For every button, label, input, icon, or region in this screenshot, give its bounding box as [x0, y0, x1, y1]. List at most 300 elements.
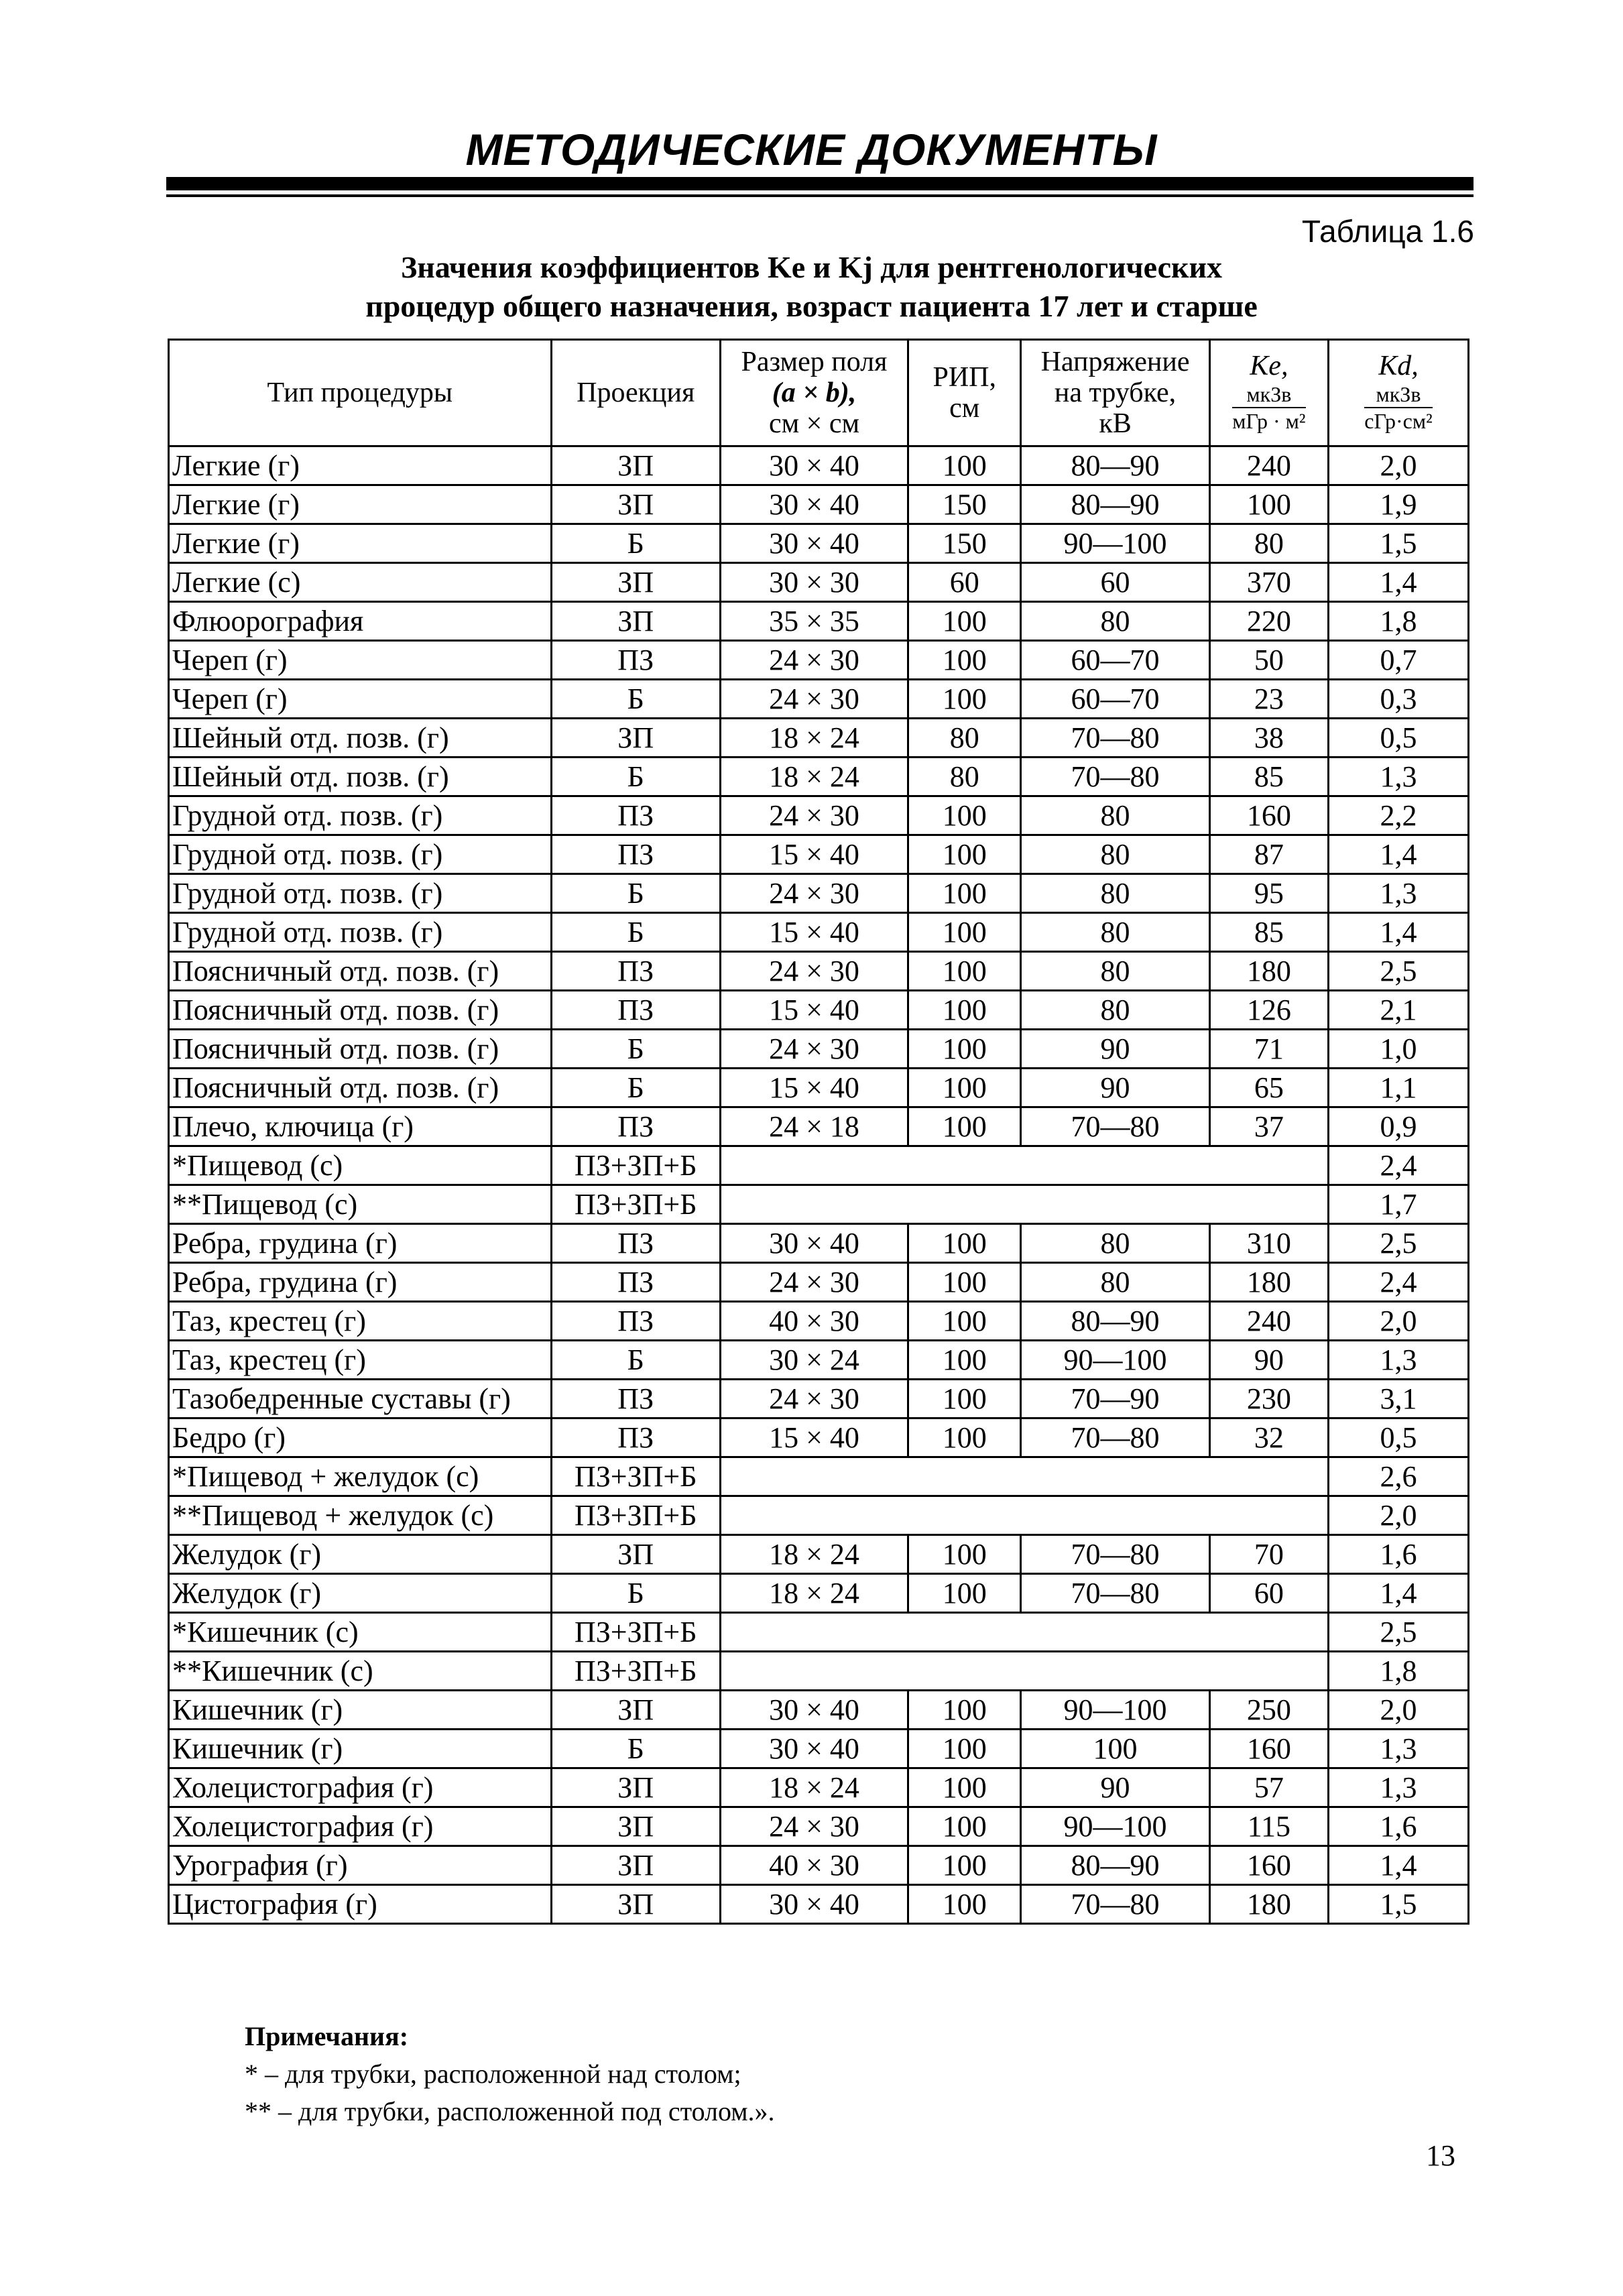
cell-field-size: 15 × 40 [720, 1418, 908, 1457]
cell-field-size: 18 × 24 [720, 719, 908, 758]
cell-rip: 150 [908, 524, 1021, 563]
cell-procedure-type: Череп (г) [169, 641, 552, 680]
table-row [169, 641, 1469, 680]
cell-kd: 1,6 [1328, 1807, 1468, 1846]
col-header-projection: Проекция [551, 340, 720, 446]
cell-ke: 126 [1209, 991, 1328, 1030]
table-row [169, 602, 1469, 641]
table-row [169, 796, 1469, 835]
cell-voltage: 60—70 [1021, 641, 1210, 680]
cell-voltage: 80—90 [1021, 1846, 1210, 1885]
cell-merged-empty [720, 1652, 1328, 1691]
cell-procedure-type: Поясничный отд. позв. (г) [169, 1030, 552, 1069]
table-row [169, 1069, 1469, 1107]
cell-rip: 100 [908, 1574, 1021, 1613]
cell-rip: 100 [908, 1418, 1021, 1457]
cell-rip: 100 [908, 796, 1021, 835]
cell-field-size: 24 × 18 [720, 1107, 908, 1146]
cell-projection: ЗП [551, 602, 720, 641]
cell-field-size: 24 × 30 [720, 680, 908, 719]
cell-field-size: 30 × 40 [720, 524, 908, 563]
cell-kd: 1,3 [1328, 1341, 1468, 1380]
cell-kd: 1,3 [1328, 874, 1468, 913]
cell-projection: ПЗ [551, 1302, 720, 1341]
cell-rip: 100 [908, 680, 1021, 719]
cell-rip: 100 [908, 1107, 1021, 1146]
cell-projection: ПЗ+ЗП+Б [551, 1652, 720, 1691]
cell-projection: ПЗ [551, 991, 720, 1030]
cell-field-size: 35 × 35 [720, 602, 908, 641]
header-rule-thin [166, 194, 1474, 197]
cell-ke: 180 [1209, 1885, 1328, 1924]
cell-field-size: 24 × 30 [720, 641, 908, 680]
cell-ke: 95 [1209, 874, 1328, 913]
cell-voltage: 80 [1021, 796, 1210, 835]
cell-field-size: 30 × 24 [720, 1341, 908, 1380]
cell-procedure-type: Поясничный отд. позв. (г) [169, 1069, 552, 1107]
col-header-field: Размер поля (a × b), см × см [720, 340, 908, 446]
cell-kd: 1,4 [1328, 1574, 1468, 1613]
cell-kd: 1,5 [1328, 524, 1468, 563]
col-header-kd: Kd, $\frac{\text{мкЗв}}{\text{сГр·см²}}$ [1328, 340, 1468, 446]
cell-ke: 57 [1209, 1768, 1328, 1807]
cell-field-size: 15 × 40 [720, 835, 908, 874]
table-row [169, 1691, 1469, 1730]
cell-voltage: 80 [1021, 874, 1210, 913]
cell-voltage: 70—80 [1021, 1885, 1210, 1924]
cell-ke: 310 [1209, 1224, 1328, 1263]
caption-line-1: Значения коэффициентов Ke и Kj для рентгенологических [400, 250, 1223, 284]
cell-projection: ЗП [551, 1846, 720, 1885]
cell-projection: ЗП [551, 563, 720, 602]
cell-projection: ПЗ+ЗП+Б [551, 1613, 720, 1652]
cell-projection: Б [551, 680, 720, 719]
cell-rip: 100 [908, 1885, 1021, 1924]
table-row [169, 1380, 1469, 1418]
cell-procedure-type: Легкие (с) [169, 563, 552, 602]
cell-procedure-type: Таз, крестец (г) [169, 1302, 552, 1341]
table-row [169, 524, 1469, 563]
cell-ke: 230 [1209, 1380, 1328, 1418]
cell-voltage: 90 [1021, 1069, 1210, 1107]
cell-field-size: 30 × 40 [720, 1885, 908, 1924]
note-double-asterisk: ** – для трубки, расположенной под столом.». [245, 2096, 775, 2126]
cell-kd: 2,1 [1328, 991, 1468, 1030]
cell-voltage: 70—80 [1021, 1418, 1210, 1457]
cell-rip: 100 [908, 1341, 1021, 1380]
table-row [169, 835, 1469, 874]
table-row [169, 1418, 1469, 1457]
cell-projection: ПЗ+ЗП+Б [551, 1146, 720, 1185]
cell-procedure-type: Грудной отд. позв. (г) [169, 913, 552, 952]
cell-field-size: 30 × 40 [720, 1730, 908, 1768]
cell-voltage: 90—100 [1021, 1807, 1210, 1846]
cell-rip: 100 [908, 874, 1021, 913]
cell-field-size: 18 × 24 [720, 1574, 908, 1613]
cell-voltage: 70—90 [1021, 1380, 1210, 1418]
cell-field-size: 18 × 24 [720, 1535, 908, 1574]
cell-procedure-type: Поясничный отд. позв. (г) [169, 952, 552, 991]
cell-voltage: 100 [1021, 1730, 1210, 1768]
table-number: Таблица 1.6 [1301, 214, 1474, 249]
cell-ke: 65 [1209, 1069, 1328, 1107]
cell-rip: 100 [908, 1069, 1021, 1107]
cell-projection: ПЗ [551, 1107, 720, 1146]
running-header: МЕТОДИЧЕСКИЕ ДОКУМЕНТЫ [465, 125, 1158, 174]
cell-procedure-type: Кишечник (г) [169, 1730, 552, 1768]
cell-ke: 180 [1209, 1263, 1328, 1302]
cell-procedure-type: Ребра, грудина (г) [169, 1263, 552, 1302]
cell-rip: 100 [908, 641, 1021, 680]
cell-voltage: 80 [1021, 835, 1210, 874]
cell-projection: ПЗ [551, 835, 720, 874]
table-row [169, 563, 1469, 602]
cell-kd: 2,5 [1328, 952, 1468, 991]
cell-procedure-type: Легкие (г) [169, 446, 552, 485]
cell-rip: 100 [908, 1263, 1021, 1302]
cell-rip: 80 [908, 758, 1021, 796]
cell-rip: 100 [908, 913, 1021, 952]
cell-projection: ЗП [551, 485, 720, 524]
cell-merged-empty [720, 1146, 1328, 1185]
table-row [169, 874, 1469, 913]
cell-rip: 100 [908, 1302, 1021, 1341]
notes [245, 2018, 775, 2130]
cell-ke: 240 [1209, 1302, 1328, 1341]
cell-field-size: 24 × 30 [720, 952, 908, 991]
cell-field-size: 40 × 30 [720, 1302, 908, 1341]
cell-voltage: 90—100 [1021, 1691, 1210, 1730]
cell-merged-empty [720, 1496, 1328, 1535]
table-row [169, 1652, 1469, 1691]
cell-ke: 220 [1209, 602, 1328, 641]
cell-projection: ПЗ [551, 1380, 720, 1418]
table-row [169, 1302, 1469, 1341]
cell-procedure-type: Поясничный отд. позв. (г) [169, 991, 552, 1030]
cell-rip: 150 [908, 485, 1021, 524]
cell-field-size: 30 × 40 [720, 446, 908, 485]
cell-ke: 160 [1209, 1730, 1328, 1768]
cell-voltage: 80 [1021, 913, 1210, 952]
table-row [169, 991, 1469, 1030]
cell-voltage: 70—80 [1021, 1107, 1210, 1146]
cell-rip: 100 [908, 602, 1021, 641]
table-row [169, 1146, 1469, 1185]
cell-projection: Б [551, 1730, 720, 1768]
cell-projection: ЗП [551, 1691, 720, 1730]
cell-field-size: 30 × 40 [720, 485, 908, 524]
table-row [169, 1263, 1469, 1302]
cell-field-size: 18 × 24 [720, 1768, 908, 1807]
table-row [169, 1341, 1469, 1380]
cell-procedure-type: Цистография (г) [169, 1885, 552, 1924]
table-row [169, 1030, 1469, 1069]
cell-rip: 100 [908, 446, 1021, 485]
cell-kd: 2,0 [1328, 1691, 1468, 1730]
note-single-asterisk: * – для трубки, расположенной над столом; [245, 2059, 741, 2089]
cell-projection: ЗП [551, 1807, 720, 1846]
cell-procedure-type: Легкие (г) [169, 524, 552, 563]
cell-voltage: 70—80 [1021, 1535, 1210, 1574]
cell-voltage: 60 [1021, 563, 1210, 602]
table-row [169, 1613, 1469, 1652]
cell-ke: 23 [1209, 680, 1328, 719]
cell-kd: 3,1 [1328, 1380, 1468, 1418]
cell-voltage: 80—90 [1021, 446, 1210, 485]
cell-kd: 2,4 [1328, 1263, 1468, 1302]
cell-projection: ПЗ [551, 1263, 720, 1302]
cell-kd: 2,0 [1328, 1496, 1468, 1535]
cell-procedure-type: Кишечник (г) [169, 1691, 552, 1730]
cell-kd: 1,4 [1328, 563, 1468, 602]
cell-field-size: 15 × 40 [720, 991, 908, 1030]
cell-projection: ПЗ [551, 641, 720, 680]
cell-kd: 1,9 [1328, 485, 1468, 524]
cell-projection: Б [551, 1030, 720, 1069]
cell-projection: Б [551, 1574, 720, 1613]
cell-voltage: 70—80 [1021, 758, 1210, 796]
cell-ke: 100 [1209, 485, 1328, 524]
cell-projection: ПЗ+ЗП+Б [551, 1496, 720, 1535]
cell-field-size: 15 × 40 [720, 1069, 908, 1107]
cell-kd: 2,0 [1328, 1302, 1468, 1341]
cell-projection: Б [551, 524, 720, 563]
cell-projection: ЗП [551, 446, 720, 485]
cell-kd: 1,8 [1328, 1652, 1468, 1691]
table-row [169, 1457, 1469, 1496]
cell-kd: 0,5 [1328, 719, 1468, 758]
cell-merged-empty [720, 1613, 1328, 1652]
table-row [169, 446, 1469, 485]
cell-kd: 1,4 [1328, 835, 1468, 874]
cell-kd: 2,5 [1328, 1613, 1468, 1652]
cell-rip: 60 [908, 563, 1021, 602]
table-row [169, 485, 1469, 524]
cell-voltage: 80—90 [1021, 485, 1210, 524]
cell-voltage: 70—80 [1021, 1574, 1210, 1613]
cell-rip: 100 [908, 1768, 1021, 1807]
table-row [169, 1574, 1469, 1613]
cell-projection: ЗП [551, 1535, 720, 1574]
coefficients-table [168, 339, 1469, 1925]
cell-field-size: 15 × 40 [720, 913, 908, 952]
cell-ke: 71 [1209, 1030, 1328, 1069]
table-row [169, 952, 1469, 991]
cell-voltage: 90—100 [1021, 524, 1210, 563]
cell-rip: 100 [908, 1730, 1021, 1768]
cell-kd: 1,0 [1328, 1030, 1468, 1069]
cell-rip: 80 [908, 719, 1021, 758]
cell-procedure-type: Тазобедренные суставы (г) [169, 1380, 552, 1418]
cell-merged-empty [720, 1457, 1328, 1496]
cell-procedure-type: *Пищевод (с) [169, 1146, 552, 1185]
cell-ke: 70 [1209, 1535, 1328, 1574]
table-header-row [169, 340, 1469, 446]
cell-ke: 115 [1209, 1807, 1328, 1846]
cell-ke: 180 [1209, 952, 1328, 991]
cell-procedure-type: *Кишечник (с) [169, 1613, 552, 1652]
cell-field-size: 30 × 40 [720, 1224, 908, 1263]
cell-voltage: 80 [1021, 1224, 1210, 1263]
cell-ke: 85 [1209, 758, 1328, 796]
cell-projection: ЗП [551, 1768, 720, 1807]
cell-rip: 100 [908, 1030, 1021, 1069]
cell-voltage: 60—70 [1021, 680, 1210, 719]
cell-projection: ПЗ [551, 1418, 720, 1457]
cell-projection: ПЗ+ЗП+Б [551, 1457, 720, 1496]
cell-ke: 250 [1209, 1691, 1328, 1730]
cell-procedure-type: *Пищевод + желудок (с) [169, 1457, 552, 1496]
table-row [169, 1185, 1469, 1224]
table-row [169, 1496, 1469, 1535]
cell-ke: 80 [1209, 524, 1328, 563]
cell-kd: 1,4 [1328, 913, 1468, 952]
cell-projection: Б [551, 913, 720, 952]
cell-projection: Б [551, 1341, 720, 1380]
cell-kd: 2,0 [1328, 446, 1468, 485]
cell-procedure-type: Грудной отд. позв. (г) [169, 835, 552, 874]
cell-field-size: 24 × 30 [720, 874, 908, 913]
cell-field-size: 40 × 30 [720, 1846, 908, 1885]
col-header-ke: Ke, $\frac{\text{мкЗв}}{\text{мГр · м²}}$ [1209, 340, 1328, 446]
cell-ke: 240 [1209, 446, 1328, 485]
cell-ke: 90 [1209, 1341, 1328, 1380]
cell-field-size: 30 × 30 [720, 563, 908, 602]
cell-rip: 100 [908, 1807, 1021, 1846]
cell-procedure-type: Шейный отд. позв. (г) [169, 758, 552, 796]
cell-kd: 1,8 [1328, 602, 1468, 641]
cell-rip: 100 [908, 835, 1021, 874]
cell-voltage: 90 [1021, 1030, 1210, 1069]
cell-projection: Б [551, 874, 720, 913]
cell-rip: 100 [908, 1380, 1021, 1418]
col-header-rip: РИП, см [908, 340, 1021, 446]
cell-kd: 1,1 [1328, 1069, 1468, 1107]
cell-voltage: 90 [1021, 1768, 1210, 1807]
cell-procedure-type: Желудок (г) [169, 1574, 552, 1613]
cell-procedure-type: **Пищевод (с) [169, 1185, 552, 1224]
table-row [169, 758, 1469, 796]
cell-voltage: 80—90 [1021, 1302, 1210, 1341]
cell-projection: Б [551, 758, 720, 796]
cell-projection: ПЗ [551, 1224, 720, 1263]
cell-kd: 2,5 [1328, 1224, 1468, 1263]
cell-procedure-type: Урография (г) [169, 1846, 552, 1885]
cell-kd: 2,4 [1328, 1146, 1468, 1185]
cell-kd: 0,7 [1328, 641, 1468, 680]
cell-procedure-type: Таз, крестец (г) [169, 1341, 552, 1380]
cell-rip: 100 [908, 1846, 1021, 1885]
cell-kd: 1,6 [1328, 1535, 1468, 1574]
cell-field-size: 30 × 40 [720, 1691, 908, 1730]
cell-procedure-type: Шейный отд. позв. (г) [169, 719, 552, 758]
cell-ke: 37 [1209, 1107, 1328, 1146]
cell-kd: 0,3 [1328, 680, 1468, 719]
notes-title: Примечания: [245, 2021, 409, 2051]
cell-field-size: 24 × 30 [720, 796, 908, 835]
table-row [169, 913, 1469, 952]
cell-kd: 0,5 [1328, 1418, 1468, 1457]
cell-projection: ПЗ [551, 796, 720, 835]
table-caption [0, 248, 1623, 326]
cell-merged-empty [720, 1185, 1328, 1224]
cell-rip: 100 [908, 991, 1021, 1030]
cell-kd: 1,5 [1328, 1885, 1468, 1924]
cell-rip: 100 [908, 1691, 1021, 1730]
cell-voltage: 80 [1021, 1263, 1210, 1302]
table-body [169, 446, 1469, 1924]
cell-procedure-type: **Кишечник (с) [169, 1652, 552, 1691]
col-header-type: Тип процедуры [169, 340, 552, 446]
table-row [169, 680, 1469, 719]
table-row [169, 719, 1469, 758]
cell-procedure-type: Желудок (г) [169, 1535, 552, 1574]
table-row [169, 1730, 1469, 1768]
cell-voltage: 80 [1021, 952, 1210, 991]
cell-kd: 0,9 [1328, 1107, 1468, 1146]
cell-kd: 1,4 [1328, 1846, 1468, 1885]
table-row [169, 1224, 1469, 1263]
cell-procedure-type: **Пищевод + желудок (с) [169, 1496, 552, 1535]
cell-ke: 370 [1209, 563, 1328, 602]
cell-procedure-type: Флюорография [169, 602, 552, 641]
cell-kd: 2,2 [1328, 796, 1468, 835]
cell-field-size: 24 × 30 [720, 1380, 908, 1418]
table-row [169, 1807, 1469, 1846]
cell-ke: 160 [1209, 796, 1328, 835]
cell-voltage: 80 [1021, 602, 1210, 641]
cell-rip: 100 [908, 1535, 1021, 1574]
cell-procedure-type: Грудной отд. позв. (г) [169, 874, 552, 913]
cell-ke: 85 [1209, 913, 1328, 952]
cell-projection: Б [551, 1069, 720, 1107]
cell-field-size: 24 × 30 [720, 1807, 908, 1846]
cell-projection: ЗП [551, 719, 720, 758]
cell-field-size: 18 × 24 [720, 758, 908, 796]
cell-projection: ПЗ+ЗП+Б [551, 1185, 720, 1224]
cell-procedure-type: Ребра, грудина (г) [169, 1224, 552, 1263]
cell-procedure-type: Грудной отд. позв. (г) [169, 796, 552, 835]
cell-procedure-type: Холецистография (г) [169, 1807, 552, 1846]
cell-field-size: 24 × 30 [720, 1263, 908, 1302]
cell-procedure-type: Череп (г) [169, 680, 552, 719]
table-row [169, 1846, 1469, 1885]
cell-procedure-type: Плечо, ключица (г) [169, 1107, 552, 1146]
cell-kd: 1,3 [1328, 1730, 1468, 1768]
cell-voltage: 90—100 [1021, 1341, 1210, 1380]
cell-voltage: 80 [1021, 991, 1210, 1030]
table-row [169, 1885, 1469, 1924]
cell-field-size: 24 × 30 [720, 1030, 908, 1069]
cell-kd: 1,7 [1328, 1185, 1468, 1224]
table-row [169, 1535, 1469, 1574]
table-row [169, 1107, 1469, 1146]
cell-ke: 38 [1209, 719, 1328, 758]
cell-procedure-type: Бедро (г) [169, 1418, 552, 1457]
cell-ke: 50 [1209, 641, 1328, 680]
cell-kd: 1,3 [1328, 1768, 1468, 1807]
cell-procedure-type: Легкие (г) [169, 485, 552, 524]
cell-voltage: 70—80 [1021, 719, 1210, 758]
cell-ke: 160 [1209, 1846, 1328, 1885]
cell-procedure-type: Холецистография (г) [169, 1768, 552, 1807]
cell-ke: 87 [1209, 835, 1328, 874]
cell-ke: 60 [1209, 1574, 1328, 1613]
col-header-voltage: Напряжение на трубке, кВ [1021, 340, 1210, 446]
cell-kd: 1,3 [1328, 758, 1468, 796]
cell-projection: ПЗ [551, 952, 720, 991]
table-row [169, 1768, 1469, 1807]
